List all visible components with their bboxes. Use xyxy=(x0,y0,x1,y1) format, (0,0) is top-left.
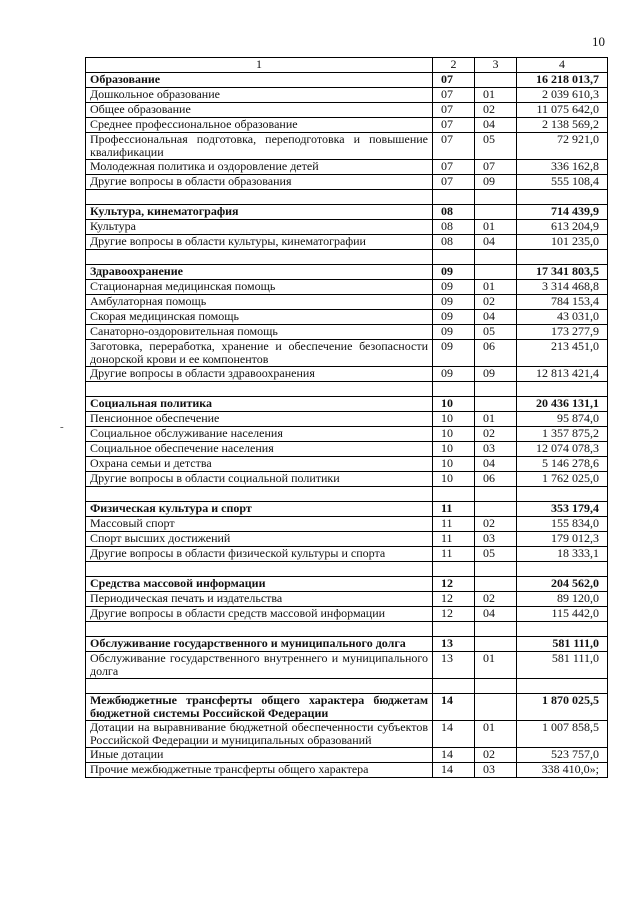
subsection-code-cell: 01 xyxy=(475,652,517,679)
table-row xyxy=(86,532,608,547)
subsection-code-cell xyxy=(475,397,517,412)
subsection-code-cell: 06 xyxy=(475,472,517,487)
name-cell: Средства массовой информации xyxy=(86,577,433,592)
subsection-code-cell xyxy=(475,577,517,592)
name-cell: Другие вопросы в области здравоохранения xyxy=(86,367,433,382)
spacer-cell xyxy=(86,382,433,397)
name-cell: Культура xyxy=(86,220,433,235)
subsection-code-cell: 04 xyxy=(475,457,517,472)
name-cell: Социальное обслуживание населения xyxy=(86,427,433,442)
spacer-cell xyxy=(86,679,433,694)
table-row xyxy=(86,280,608,295)
subsection-code-cell: 07 xyxy=(475,160,517,175)
name-cell: Культура, кинематография xyxy=(86,205,433,220)
subsection-code-cell xyxy=(475,502,517,517)
subsection-code-cell: 04 xyxy=(475,235,517,250)
table-row xyxy=(86,748,608,763)
name-cell: Дошкольное образование xyxy=(86,88,433,103)
amount-cell: 1 007 858,5 xyxy=(517,721,608,748)
subsection-code-cell: 04 xyxy=(475,607,517,622)
section-row xyxy=(86,694,608,721)
spacer-row xyxy=(86,622,608,637)
spacer-cell xyxy=(475,382,517,397)
amount-cell: 2 138 569,2 xyxy=(517,118,608,133)
spacer-cell xyxy=(475,487,517,502)
section-code-cell: 09 xyxy=(433,280,475,295)
amount-cell: 89 120,0 xyxy=(517,592,608,607)
amount-cell: 213 451,0 xyxy=(517,340,608,367)
spacer-cell xyxy=(517,190,608,205)
section-code-cell: 07 xyxy=(433,133,475,160)
section-code-cell: 11 xyxy=(433,532,475,547)
section-code-cell: 10 xyxy=(433,397,475,412)
budget-table xyxy=(85,57,608,778)
table-row xyxy=(86,763,608,778)
section-row xyxy=(86,577,608,592)
section-code-cell: 14 xyxy=(433,748,475,763)
amount-cell: 43 031,0 xyxy=(517,310,608,325)
subsection-code-cell: 02 xyxy=(475,427,517,442)
spacer-cell xyxy=(86,622,433,637)
spacer-cell xyxy=(517,679,608,694)
section-code-cell: 07 xyxy=(433,118,475,133)
table-row xyxy=(86,457,608,472)
section-code-cell: 09 xyxy=(433,310,475,325)
section-row xyxy=(86,205,608,220)
subsection-code-cell: 05 xyxy=(475,133,517,160)
subsection-code-cell xyxy=(475,73,517,88)
name-cell: Среднее профессиональное образование xyxy=(86,118,433,133)
section-code-cell: 08 xyxy=(433,235,475,250)
amount-cell: 784 153,4 xyxy=(517,295,608,310)
table-row xyxy=(86,220,608,235)
subsection-code-cell: 02 xyxy=(475,103,517,118)
amount-cell: 179 012,3 xyxy=(517,532,608,547)
name-cell: Пенсионное обеспечение xyxy=(86,412,433,427)
amount-cell: 11 075 642,0 xyxy=(517,103,608,118)
spacer-cell xyxy=(86,190,433,205)
section-code-cell: 14 xyxy=(433,694,475,721)
table-row xyxy=(86,325,608,340)
table-row xyxy=(86,295,608,310)
name-cell: Стационарная медицинская помощь xyxy=(86,280,433,295)
section-row xyxy=(86,265,608,280)
section-row xyxy=(86,73,608,88)
header-cell-name: 1 xyxy=(86,58,433,73)
amount-cell: 16 218 013,7 xyxy=(517,73,608,88)
subsection-code-cell: 03 xyxy=(475,763,517,778)
table-row xyxy=(86,607,608,622)
subsection-code-cell: 01 xyxy=(475,220,517,235)
amount-cell: 1 762 025,0 xyxy=(517,472,608,487)
amount-cell: 581 111,0 xyxy=(517,652,608,679)
section-code-cell: 10 xyxy=(433,412,475,427)
table-row xyxy=(86,721,608,748)
spacer-cell xyxy=(433,190,475,205)
name-cell: Молодежная политика и оздоровление детей xyxy=(86,160,433,175)
amount-cell: 173 277,9 xyxy=(517,325,608,340)
subsection-code-cell: 02 xyxy=(475,295,517,310)
spacer-cell xyxy=(475,562,517,577)
subsection-code-cell xyxy=(475,637,517,652)
subsection-code-cell: 01 xyxy=(475,280,517,295)
budget-table-body xyxy=(86,58,608,778)
spacer-cell xyxy=(86,250,433,265)
name-cell: Образование xyxy=(86,73,433,88)
subsection-code-cell xyxy=(475,205,517,220)
section-code-cell: 07 xyxy=(433,160,475,175)
spacer-cell xyxy=(517,622,608,637)
name-cell: Другие вопросы в области образования xyxy=(86,175,433,190)
amount-cell: 2 039 610,3 xyxy=(517,88,608,103)
name-cell: Межбюджетные трансферты общего характера бюджетам бюджетной системы Российской Федерации xyxy=(86,694,433,721)
spacer-row xyxy=(86,250,608,265)
table-row xyxy=(86,160,608,175)
amount-cell: 338 410,0»; xyxy=(517,763,608,778)
name-cell: Физическая культура и спорт xyxy=(86,502,433,517)
section-code-cell: 10 xyxy=(433,442,475,457)
spacer-cell xyxy=(433,622,475,637)
table-row xyxy=(86,103,608,118)
subsection-code-cell: 06 xyxy=(475,340,517,367)
subsection-code-cell: 03 xyxy=(475,532,517,547)
amount-cell: 581 111,0 xyxy=(517,637,608,652)
subsection-code-cell: 09 xyxy=(475,175,517,190)
table-header-row xyxy=(86,58,608,73)
section-code-cell: 07 xyxy=(433,73,475,88)
spacer-row xyxy=(86,562,608,577)
subsection-code-cell xyxy=(475,265,517,280)
subsection-code-cell: 03 xyxy=(475,442,517,457)
margin-mark: - xyxy=(60,421,64,433)
amount-cell: 155 834,0 xyxy=(517,517,608,532)
amount-cell: 353 179,4 xyxy=(517,502,608,517)
spacer-row xyxy=(86,487,608,502)
table-row xyxy=(86,133,608,160)
section-code-cell: 09 xyxy=(433,340,475,367)
spacer-row xyxy=(86,679,608,694)
subsection-code-cell: 02 xyxy=(475,748,517,763)
table-row xyxy=(86,517,608,532)
name-cell: Дотации на выравнивание бюджетной обеспеченности субъектов Российской Федерации и муниципальных образований xyxy=(86,721,433,748)
subsection-code-cell: 05 xyxy=(475,547,517,562)
amount-cell: 115 442,0 xyxy=(517,607,608,622)
section-code-cell: 07 xyxy=(433,103,475,118)
table-row xyxy=(86,88,608,103)
table-row xyxy=(86,472,608,487)
subsection-code-cell: 05 xyxy=(475,325,517,340)
section-code-cell: 07 xyxy=(433,175,475,190)
table-row xyxy=(86,547,608,562)
name-cell: Периодическая печать и издательства xyxy=(86,592,433,607)
amount-cell: 20 436 131,1 xyxy=(517,397,608,412)
header-cell-subsection: 3 xyxy=(475,58,517,73)
subsection-code-cell: 01 xyxy=(475,88,517,103)
spacer-cell xyxy=(475,250,517,265)
amount-cell: 555 108,4 xyxy=(517,175,608,190)
section-code-cell: 12 xyxy=(433,592,475,607)
name-cell: Охрана семьи и детства xyxy=(86,457,433,472)
subsection-code-cell: 04 xyxy=(475,118,517,133)
table-row xyxy=(86,118,608,133)
name-cell: Амбулаторная помощь xyxy=(86,295,433,310)
section-code-cell: 09 xyxy=(433,265,475,280)
subsection-code-cell: 01 xyxy=(475,412,517,427)
name-cell: Обслуживание государственного внутреннего и муниципального долга xyxy=(86,652,433,679)
table-row xyxy=(86,427,608,442)
section-code-cell: 09 xyxy=(433,325,475,340)
table-row xyxy=(86,592,608,607)
name-cell: Общее образование xyxy=(86,103,433,118)
amount-cell: 523 757,0 xyxy=(517,748,608,763)
spacer-cell xyxy=(433,487,475,502)
subsection-code-cell: 04 xyxy=(475,310,517,325)
amount-cell: 18 333,1 xyxy=(517,547,608,562)
name-cell: Иные дотации xyxy=(86,748,433,763)
amount-cell: 3 314 468,8 xyxy=(517,280,608,295)
amount-cell: 12 813 421,4 xyxy=(517,367,608,382)
amount-cell: 72 921,0 xyxy=(517,133,608,160)
section-code-cell: 12 xyxy=(433,607,475,622)
spacer-cell xyxy=(433,562,475,577)
section-code-cell: 11 xyxy=(433,547,475,562)
spacer-cell xyxy=(517,382,608,397)
section-code-cell: 08 xyxy=(433,205,475,220)
name-cell: Скорая медицинская помощь xyxy=(86,310,433,325)
table-row xyxy=(86,652,608,679)
name-cell: Массовый спорт xyxy=(86,517,433,532)
spacer-cell xyxy=(475,190,517,205)
subsection-code-cell: 01 xyxy=(475,721,517,748)
amount-cell: 1 357 875,2 xyxy=(517,427,608,442)
name-cell: Обслуживание государственного и муниципального долга xyxy=(86,637,433,652)
spacer-row xyxy=(86,190,608,205)
header-cell-amount: 4 xyxy=(517,58,608,73)
name-cell: Другие вопросы в области средств массовой информации xyxy=(86,607,433,622)
name-cell: Профессиональная подготовка, переподготовка и повышение квалификации xyxy=(86,133,433,160)
subsection-code-cell: 09 xyxy=(475,367,517,382)
name-cell: Другие вопросы в области культуры, кинематографии xyxy=(86,235,433,250)
section-code-cell: 13 xyxy=(433,652,475,679)
spacer-cell xyxy=(433,250,475,265)
table-row xyxy=(86,340,608,367)
section-code-cell: 07 xyxy=(433,88,475,103)
spacer-cell xyxy=(517,487,608,502)
name-cell: Санаторно-оздоровительная помощь xyxy=(86,325,433,340)
amount-cell: 5 146 278,6 xyxy=(517,457,608,472)
name-cell: Спорт высших достижений xyxy=(86,532,433,547)
section-code-cell: 10 xyxy=(433,457,475,472)
header-cell-section: 2 xyxy=(433,58,475,73)
table-row xyxy=(86,412,608,427)
table-row xyxy=(86,367,608,382)
spacer-cell xyxy=(433,679,475,694)
section-code-cell: 11 xyxy=(433,502,475,517)
section-row xyxy=(86,502,608,517)
amount-cell: 714 439,9 xyxy=(517,205,608,220)
name-cell: Прочие межбюджетные трансферты общего характера xyxy=(86,763,433,778)
table-row xyxy=(86,442,608,457)
table-row xyxy=(86,310,608,325)
spacer-row xyxy=(86,382,608,397)
name-cell: Социальная политика xyxy=(86,397,433,412)
section-code-cell: 11 xyxy=(433,517,475,532)
section-code-cell: 14 xyxy=(433,721,475,748)
spacer-cell xyxy=(86,487,433,502)
name-cell: Здравоохранение xyxy=(86,265,433,280)
subsection-code-cell xyxy=(475,694,517,721)
spacer-cell xyxy=(433,382,475,397)
section-row xyxy=(86,397,608,412)
amount-cell: 1 870 025,5 xyxy=(517,694,608,721)
spacer-cell xyxy=(517,250,608,265)
name-cell: Другие вопросы в области социальной политики xyxy=(86,472,433,487)
amount-cell: 95 874,0 xyxy=(517,412,608,427)
spacer-cell xyxy=(517,562,608,577)
amount-cell: 613 204,9 xyxy=(517,220,608,235)
subsection-code-cell: 02 xyxy=(475,517,517,532)
subsection-code-cell: 02 xyxy=(475,592,517,607)
section-code-cell: 09 xyxy=(433,367,475,382)
section-code-cell: 12 xyxy=(433,577,475,592)
spacer-cell xyxy=(86,562,433,577)
name-cell: Другие вопросы в области физической культуры и спорта xyxy=(86,547,433,562)
section-code-cell: 13 xyxy=(433,637,475,652)
name-cell: Заготовка, переработка, хранение и обеспечение безопасности донорской крови и ее компонентов xyxy=(86,340,433,367)
table-row xyxy=(86,175,608,190)
spacer-cell xyxy=(475,679,517,694)
amount-cell: 101 235,0 xyxy=(517,235,608,250)
section-code-cell: 09 xyxy=(433,295,475,310)
section-code-cell: 14 xyxy=(433,763,475,778)
page-number: 10 xyxy=(592,34,605,49)
name-cell: Социальное обеспечение населения xyxy=(86,442,433,457)
section-code-cell: 10 xyxy=(433,427,475,442)
table-row xyxy=(86,235,608,250)
section-code-cell: 08 xyxy=(433,220,475,235)
amount-cell: 12 074 078,3 xyxy=(517,442,608,457)
amount-cell: 204 562,0 xyxy=(517,577,608,592)
amount-cell: 17 341 803,5 xyxy=(517,265,608,280)
section-code-cell: 10 xyxy=(433,472,475,487)
spacer-cell xyxy=(475,622,517,637)
amount-cell: 336 162,8 xyxy=(517,160,608,175)
section-row xyxy=(86,637,608,652)
